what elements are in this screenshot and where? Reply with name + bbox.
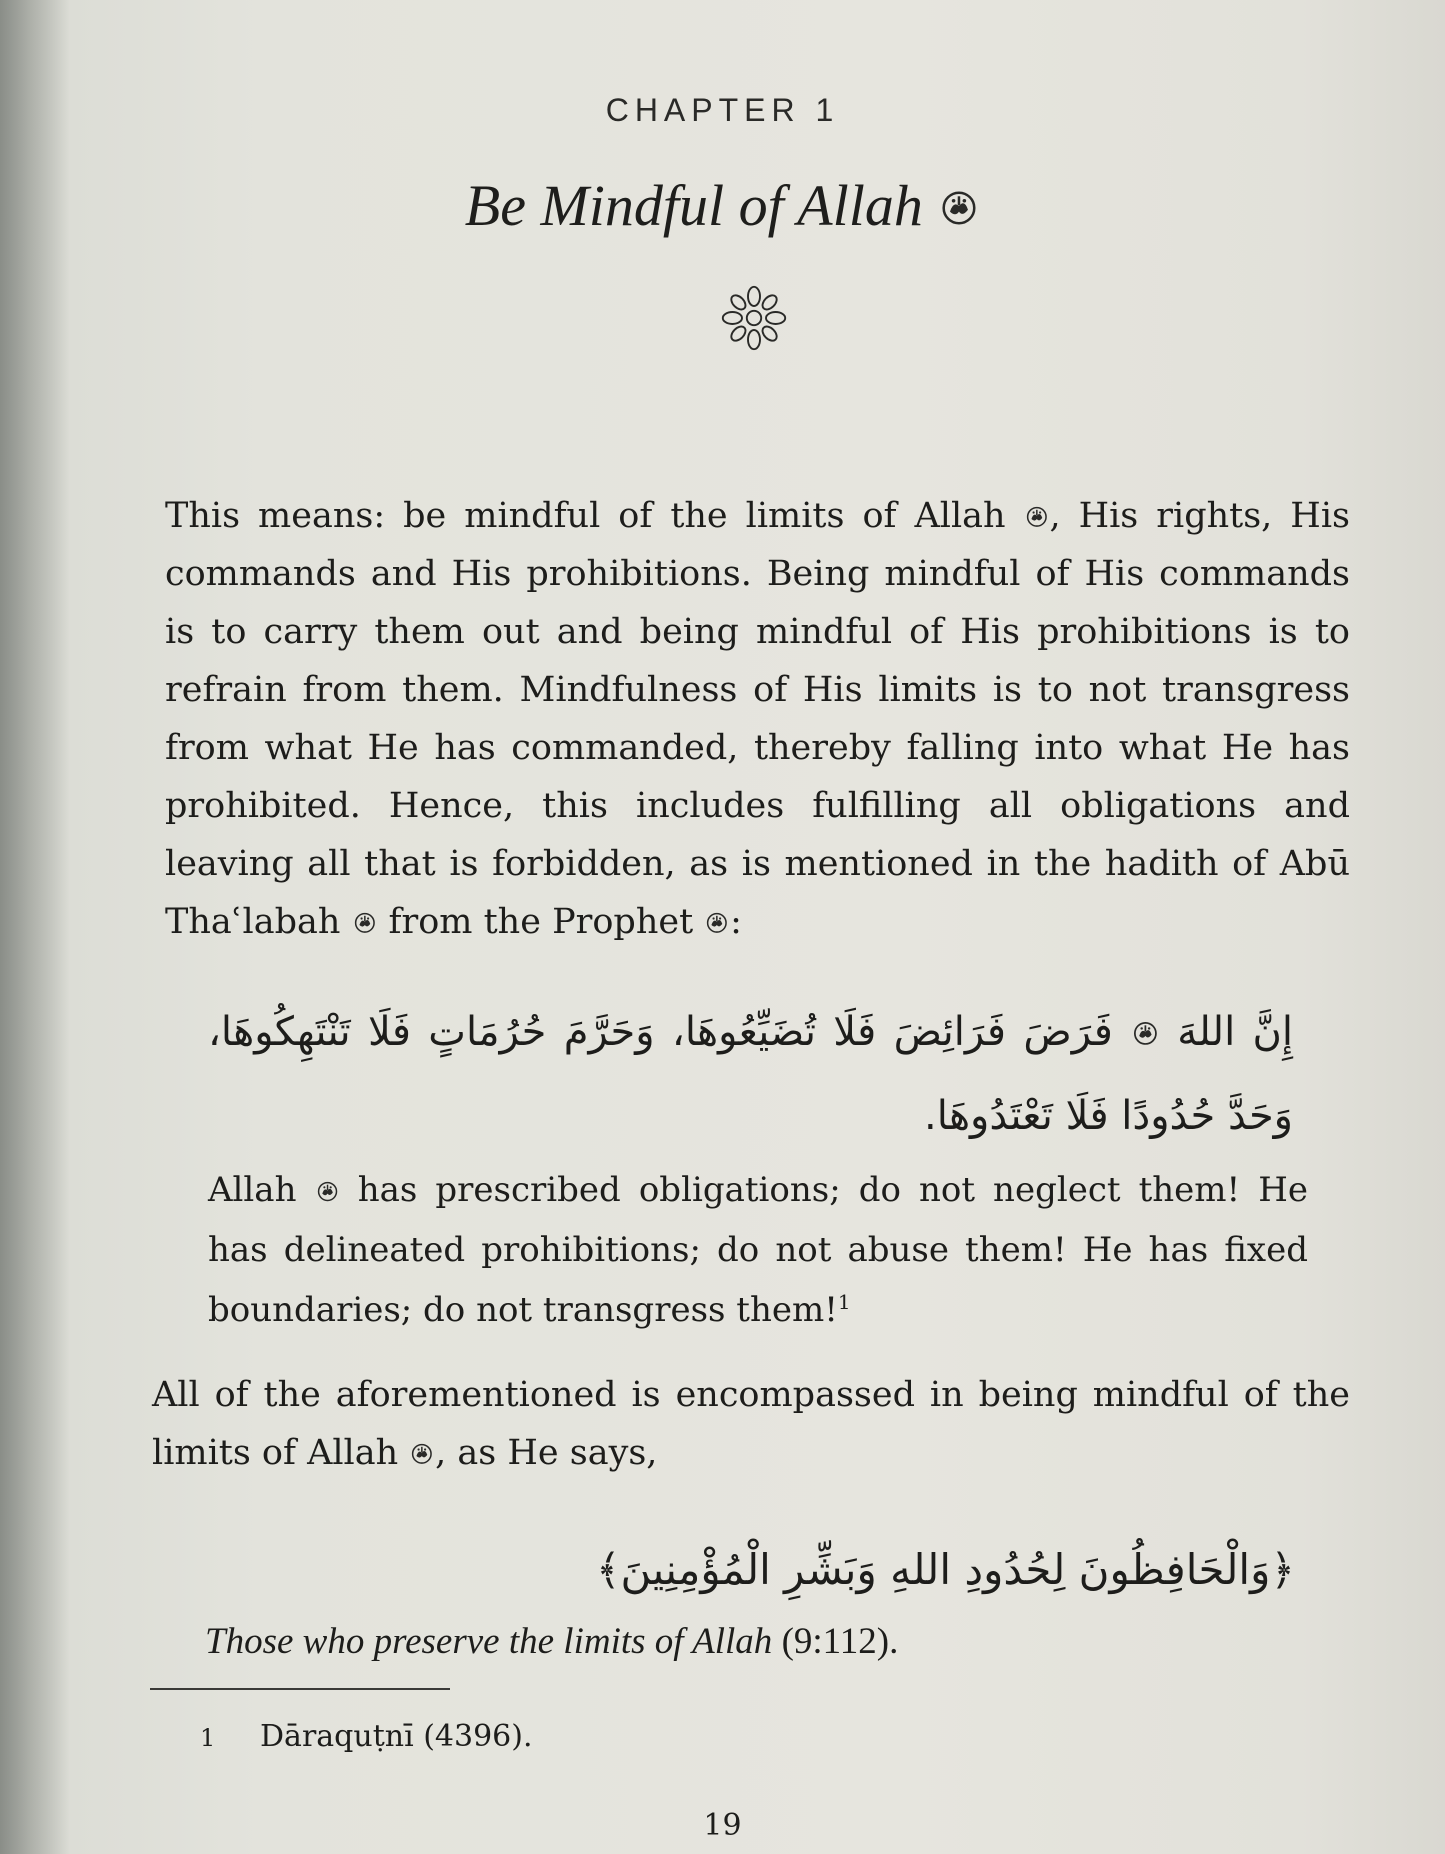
- honorific-glyph-icon: [354, 912, 376, 934]
- gutter-shadow: [0, 0, 70, 1854]
- verse-translation: [205, 1612, 1305, 1672]
- footnote-reference[interactable]: 1: [837, 1290, 851, 1314]
- paragraph-1-part-1: This means: be mindful of the limits of Allah: [165, 496, 1006, 536]
- honorific-glyph-icon: [1133, 1021, 1158, 1046]
- verse-translation-text: Those who preserve the limits of Allah: [205, 1621, 773, 1662]
- flower-ornament-icon: [718, 282, 790, 354]
- hadith-translation-part-1: Allah: [208, 1170, 297, 1210]
- paragraph-1-part-4: :: [730, 902, 742, 942]
- paragraph-1-part-3: from the Prophet: [388, 902, 694, 942]
- chapter-title-text: Be Mindful of Allah: [464, 173, 923, 238]
- footnote-number: 1: [200, 1724, 216, 1752]
- hadith-translation: [208, 1160, 1308, 1340]
- honorific-glyph-icon: [706, 912, 728, 934]
- verse-arabic: ﴿وَالْحَافِظُونَ لِحُدُودِ اللهِ وَبَشِّرِ الْمُؤْمِنِينَ﴾: [595, 1545, 1295, 1594]
- paragraph-1-part-2: , His rights, His commands and His prohibitions. Being mindful of His commands is to carry them out and being mindful of His prohibitions is to refrain from them. Mindfulness of His limits is to not transgress from what He has commanded, thereby falling into what He has prohibited. Hence, this includes fulfilling all obligations and leaving all that is forbidden, as is mentioned in the hadith of Abū Thaʿlabah: [165, 496, 1350, 942]
- hadith-arabic-part-1: إِنَّ اللهَ: [1177, 1009, 1294, 1055]
- paragraph-2-part-1: All of the aforementioned is encompassed in being mindful of the limits of Allah: [152, 1375, 1350, 1473]
- paragraph-2-part-2: , as He says,: [435, 1433, 658, 1473]
- page-number: 19: [703, 1808, 742, 1843]
- chapter-label: CHAPTER 1: [605, 92, 840, 128]
- footnote-text: Dāraquṭnī (4396).: [260, 1719, 533, 1754]
- honorific-glyph-icon: [411, 1443, 433, 1465]
- hadith-translation-part-2: has prescribed obligations; do not neglect them! He has delineated prohibitions; do not abuse them! He has fixed boundaries; do not transgress them!: [208, 1170, 1308, 1330]
- honorific-glyph-icon: [317, 1181, 338, 1202]
- honorific-glyph-icon: [941, 190, 977, 226]
- paragraph-2: [152, 1366, 1350, 1482]
- paragraph-1: [165, 487, 1350, 951]
- hadith-arabic-part-2: فَرَضَ فَرَائِضَ فَلَا تُضَيِّعُوهَا، وَحَرَّمَ حُرُمَاتٍ فَلَا تَنْتَهِكُوهَا، وَحَدَّ حُدُودًا فَلَا تَعْتَدُوهَا.: [208, 1009, 1293, 1139]
- chapter-title: [0, 172, 1445, 239]
- footnote: [200, 1712, 900, 1763]
- footnote-divider: [150, 1688, 450, 1690]
- verse-reference: (9:112).: [781, 1621, 899, 1662]
- hadith-arabic: [208, 990, 1293, 1158]
- honorific-glyph-icon: [1026, 506, 1048, 528]
